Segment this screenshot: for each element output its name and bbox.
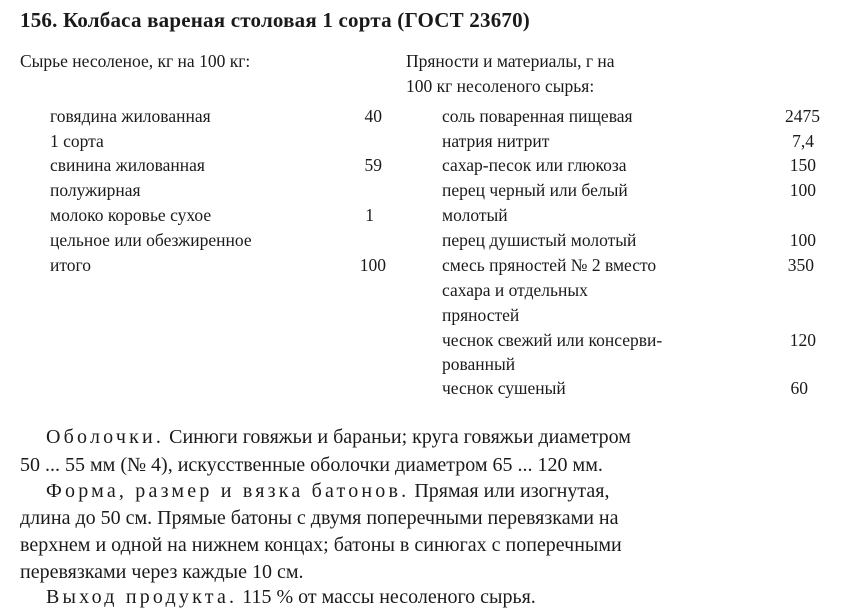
spice-name-line: чеснок сушеный — [442, 378, 566, 398]
form-paragraph-line: длина до 50 см. Прямые батоны с двумя поперечными перевязками на — [20, 507, 619, 529]
casings-paragraph-line: 50 ... 55 мм (№ 4), искусственные оболочки диаметром 65 ... 120 мм. — [20, 454, 603, 476]
ingredient-amount: 40 — [364, 106, 382, 126]
raw-materials-heading: Сырье несоленое, кг на 100 кг: — [20, 51, 251, 71]
ingredient-name-line: свинина жилованная — [50, 155, 205, 175]
spice-name-line: перец душистый молотый — [442, 230, 637, 250]
spice-amount: 100 — [789, 230, 816, 250]
spices-heading-line: 100 кг несоленого сырья: — [406, 76, 595, 96]
spice-name-line: натрия нитрит — [442, 131, 550, 151]
ingredient-name-line: полужирная — [50, 180, 141, 200]
ingredient-amount-total: 100 — [359, 255, 386, 275]
casings-heading: Оболочки. — [46, 426, 165, 448]
casings-paragraph-line — [46, 426, 631, 449]
casings-text: Синюги говяжьи и бараньи; круга говяжьи диаметром — [164, 426, 631, 448]
recipe-title: 156. Колбаса вареная столовая 1 сорта (ГОСТ 23670) — [20, 8, 530, 32]
ingredient-name-line: говядина жилованная — [50, 106, 211, 126]
spice-amount: 120 — [789, 330, 816, 350]
form-text: Прямая или изогнутая, — [409, 480, 610, 502]
spice-name-line: сахар-песок или глюкоза — [442, 155, 627, 175]
spice-name-line: соль поваренная пищевая — [442, 106, 633, 126]
yield-heading: Выход продукта. — [46, 586, 238, 608]
yield-paragraph-line — [46, 586, 536, 609]
ingredient-name-line: молоко коровье сухое — [50, 205, 212, 225]
spice-name-line: сахара и отдельных — [442, 280, 588, 300]
spice-name-line: пряностей — [442, 305, 520, 325]
spice-name-line: чеснок свежий или консерви- — [442, 330, 663, 350]
spice-amount: 7,4 — [792, 131, 814, 151]
spice-amount: 150 — [789, 155, 816, 175]
form-heading: Форма, размер и вязка батонов. — [46, 480, 410, 502]
spice-amount: 2475 — [785, 106, 820, 126]
yield-text: 115 % от массы несоленого сырья. — [237, 586, 536, 608]
spice-name-line: смесь пряностей № 2 вместо — [442, 255, 657, 275]
form-paragraph-line: верхнем и одной на нижнем концах; батоны в синюгах с поперечными — [20, 534, 622, 556]
spice-name-line: рованный — [442, 354, 516, 374]
ingredient-amount: 59 — [364, 155, 382, 175]
spices-heading-line: Пряности и материалы, г на — [406, 51, 615, 71]
spice-amount: 350 — [787, 255, 814, 275]
spice-amount: 100 — [789, 180, 816, 200]
ingredient-name-line: итого — [50, 255, 92, 275]
ingredient-name-line: 1 сорта — [50, 131, 104, 151]
spice-amount: 60 — [790, 378, 808, 398]
form-paragraph-line — [46, 480, 609, 503]
ingredient-name-line: цельное или обезжиренное — [50, 230, 252, 250]
spice-name-line: молотый — [442, 205, 508, 225]
form-paragraph-line: перевязками через каждые 10 см. — [20, 561, 304, 583]
ingredient-amount: 1 — [365, 205, 374, 225]
spice-name-line: перец черный или белый — [442, 180, 628, 200]
